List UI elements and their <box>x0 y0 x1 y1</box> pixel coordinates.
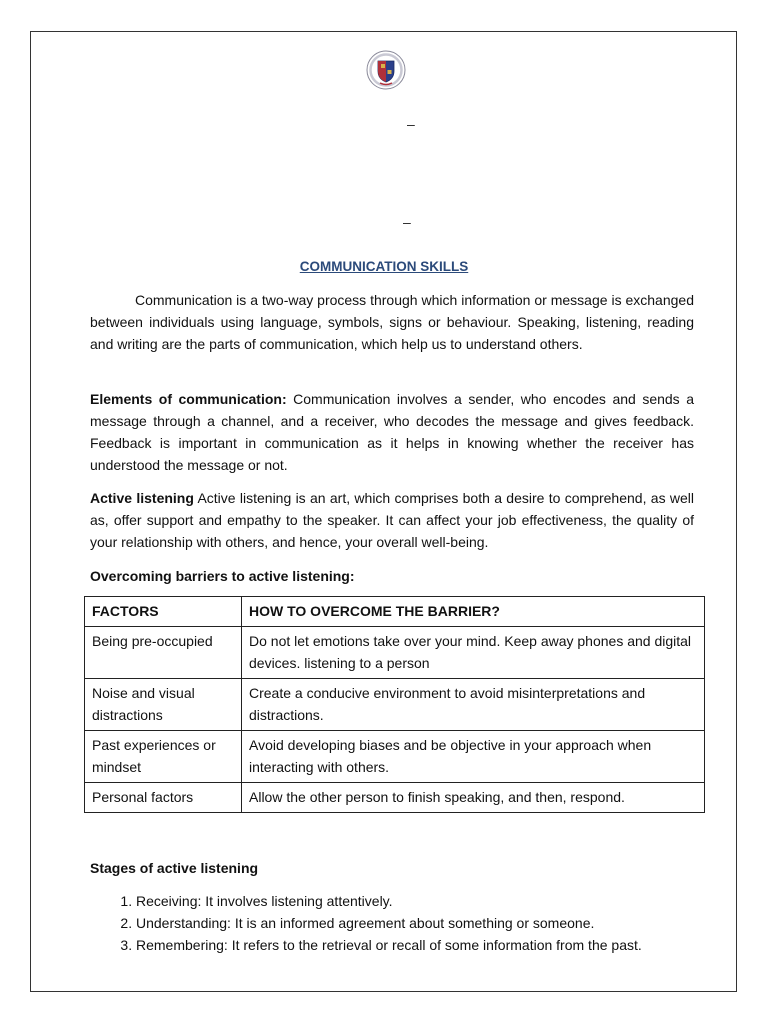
table-cell-factor: Noise and visual distractions <box>85 679 242 731</box>
elements-label: Elements of communication: <box>90 391 287 407</box>
table-row <box>85 783 705 813</box>
header-dash-top: – <box>407 116 415 132</box>
barriers-heading: Overcoming barriers to active listening: <box>90 568 355 584</box>
barriers-table <box>84 596 705 813</box>
table-row <box>85 731 705 783</box>
list-item: 3. Remembering: It refers to the retrieval or recall of some information from the past. <box>136 934 736 956</box>
elements-text: Communication involves a sender, who encodes and sends a message through a channel, and a receiver, who decodes the message and gives feedback. Feedback is important in communication as it helps in knowing whether the receiver has understood the message or not. <box>90 391 694 473</box>
stages-list <box>90 890 736 956</box>
table-row <box>85 627 705 679</box>
table-row <box>85 679 705 731</box>
intro-text: Communication is a two-way process through which information or message is exchanged between individuals using language, symbols, signs or behaviour. Speaking, listening, reading and writing are the parts of communication, which help us to understand others. <box>90 292 694 352</box>
school-crest-icon <box>365 50 407 90</box>
table-cell-solution: Allow the other person to finish speaking, and then, respond. <box>242 783 705 813</box>
table-cell-factor: Personal factors <box>85 783 242 813</box>
table-cell-solution: Do not let emotions take over your mind. Keep away phones and digital devices. listening to a person <box>242 627 705 679</box>
active-listening-text: Active listening is an art, which comprises both a desire to comprehend, as well as, offer support and empathy to the speaker. It can affect your job effectiveness, the quality of your relationship with others, and hence, your overall well-being. <box>90 490 694 550</box>
table-cell-factor: Being pre-occupied <box>85 627 242 679</box>
table-cell-factor: Past experiences or mindset <box>85 731 242 783</box>
table-header-row <box>85 597 705 627</box>
header-dash-bottom: – <box>403 214 411 230</box>
active-listening-label: Active listening <box>90 490 194 506</box>
table-header-overcome: HOW TO OVERCOME THE BARRIER? <box>242 597 705 627</box>
list-item: 2. Understanding: It is an informed agreement about something or someone. <box>136 912 736 934</box>
table-cell-solution: Avoid developing biases and be objective in your approach when interacting with others. <box>242 731 705 783</box>
document-title: COMMUNICATION SKILLS <box>299 259 469 274</box>
active-listening-paragraph <box>90 487 694 553</box>
list-item: 1. Receiving: It involves listening attentively. <box>136 890 736 912</box>
table-header-factors: FACTORS <box>85 597 242 627</box>
table-cell-solution: Create a conducive environment to avoid misinterpretations and distractions. <box>242 679 705 731</box>
stages-heading: Stages of active listening <box>90 860 259 876</box>
elements-paragraph <box>90 388 694 476</box>
intro-paragraph <box>90 289 694 355</box>
